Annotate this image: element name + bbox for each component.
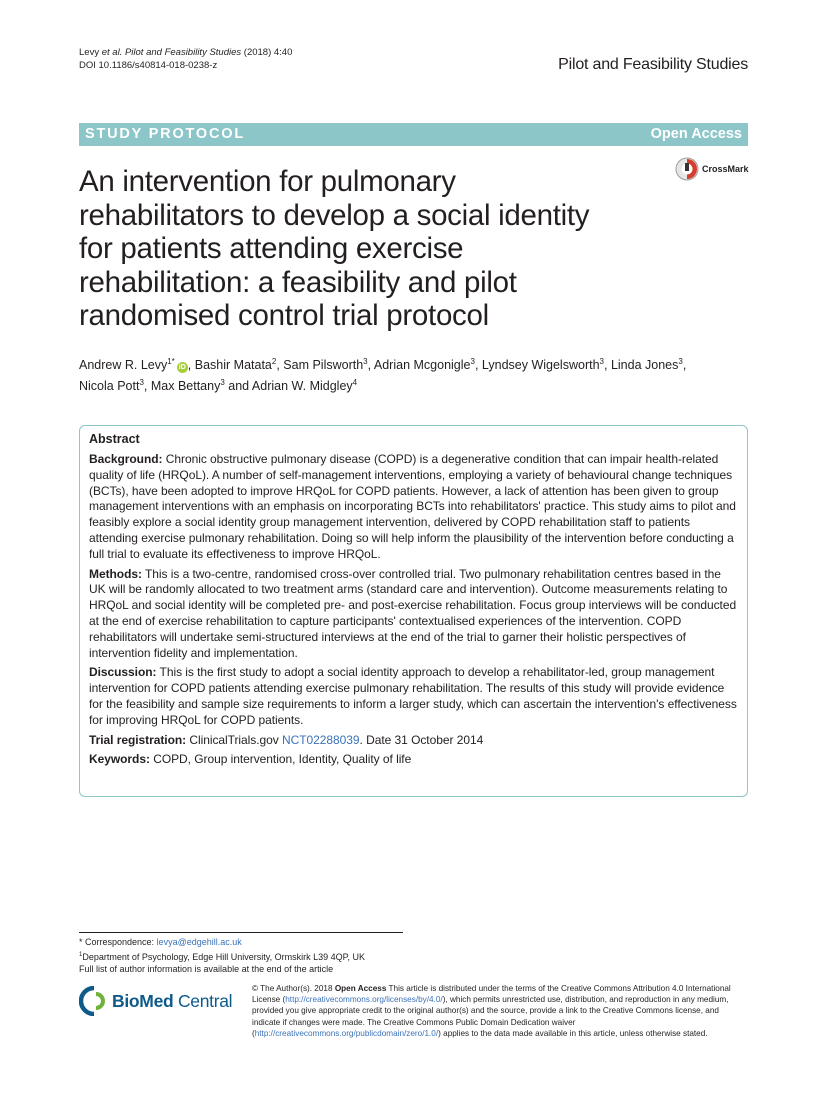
crossmark-icon xyxy=(675,157,699,181)
copyright: © The Author(s). 2018 xyxy=(252,984,333,993)
article-type-label: STUDY PROTOCOL xyxy=(85,126,246,142)
abstract-trial-registration xyxy=(89,733,738,749)
journal-name: Pilot and Feasibility Studies xyxy=(558,56,748,73)
author-name[interactable]: Andrew R. Levy xyxy=(79,358,168,372)
author-affiliation: 4 xyxy=(352,377,358,387)
author-name[interactable]: Bashir Matata xyxy=(194,358,272,372)
section-label: Trial registration: xyxy=(89,732,187,747)
correspondence-label: * Correspondence: xyxy=(79,937,155,947)
footnote-divider xyxy=(79,932,403,933)
citation-line xyxy=(79,46,292,59)
section-label: Background: xyxy=(89,452,163,466)
title-line: An intervention for pulmonary xyxy=(79,165,456,198)
author-separator: , xyxy=(187,358,195,372)
publisher-name-regular: Central xyxy=(173,990,233,1011)
author-name[interactable]: Lyndsey Wigelsworth xyxy=(481,358,600,372)
publisher-name xyxy=(112,991,232,1012)
abstract-background xyxy=(89,452,738,563)
author-separator: and xyxy=(224,379,252,393)
article-title xyxy=(79,165,659,333)
doi: DOI 10.1186/s40814-018-0238-z xyxy=(79,60,218,71)
abstract-discussion xyxy=(89,665,738,728)
author-affiliation: 3 xyxy=(678,356,683,366)
author-info-note: Full list of author information is available at the end of the article xyxy=(79,964,334,974)
citation-author: Levy xyxy=(79,47,100,58)
section-text: This is a two-centre, randomised cross-over controlled trial. Two pulmonary rehabilitation centres based in the UK will be randomly allocated to two treatment arms (standard care and intervention). Outcome measurements relating to HRQoL and social identity will be completed pre- and post-exercise rehabilitation. Focus group interviews will be conducted at the end of exercise rehabilitation to capture participants' contextualised experiences of the intervention. COPD rehabilitators will undertake semi-structured interviews at the end of the trial to garner their holistic perspectives of intervention fidelity and implementation. xyxy=(89,566,737,660)
author-affiliation: 2 xyxy=(271,356,277,366)
crossmark-badge[interactable] xyxy=(675,157,749,181)
crossmark-label: CrossMark xyxy=(702,164,749,174)
title-line: for patients attending exercise xyxy=(79,232,464,265)
footnotes xyxy=(79,936,365,976)
title-line: rehabilitators to develop a social identity xyxy=(79,198,590,232)
article-type-band xyxy=(79,123,748,146)
affiliation-line xyxy=(79,949,365,964)
author-name[interactable]: Sam Pilsworth xyxy=(283,358,364,372)
license-link[interactable]: http://creativecommons.org/licenses/by/4.0/ xyxy=(285,995,443,1005)
orcid-icon[interactable]: iD xyxy=(178,364,186,371)
abstract-keywords xyxy=(89,752,738,768)
open-access-bold: Open Access xyxy=(334,984,387,993)
section-text: Chronic obstructive pulmonary disease (COPD) is a degenerative condition that can impair health-related quality of life (HRQoL). A number of self-management interventions, employing a variety of behavioural change techniques (BCTs), have been adopted to improve HRQoL for COPD patients. However, a lack of attention has been given to group management interventions with an emphasis on incorporating BCTs into rehabilitators' practice. This study aims to pilot and feasibly explore a social identity group management intervention, delivered by COPD rehabilitation staff to patients attending exercise pulmonary rehabilitation. Doing so will help inform the plausibility of the intervention before conducting a full trial to evaluate its effectiveness to improve HRQoL. xyxy=(89,452,736,561)
section-text: This is the first study to adopt a social identity approach to develop a rehabilitator-led, group management intervention for COPD patients attending exercise pulmonary rehabilitation. The results of this study will provide evidence for the feasibility and sample size requirements to inform a larger study, which can ascertain the intervention's effectiveness for improving HRQoL for COPD patients. xyxy=(89,665,737,727)
author-separator: , xyxy=(682,358,687,372)
author-affiliation: 3 xyxy=(599,356,604,366)
author-separator: , xyxy=(603,358,611,372)
title-line: randomised control trial protocol xyxy=(79,299,489,332)
author-affiliation: 3 xyxy=(139,377,144,387)
abstract-box xyxy=(79,425,748,797)
author-separator: , xyxy=(276,358,284,372)
citation-header xyxy=(79,46,292,72)
author-separator: , xyxy=(143,379,151,393)
author-name[interactable]: Adrian Mcgonigle xyxy=(373,358,471,372)
author-affiliation: 3 xyxy=(470,356,475,366)
biomed-central-icon xyxy=(79,986,109,1016)
citation-journal: Pilot and Feasibility Studies xyxy=(124,47,242,58)
open-access-label[interactable]: Open Access xyxy=(650,126,742,142)
affiliation-number: 1 xyxy=(79,951,83,958)
author-separator: , xyxy=(474,358,482,372)
author-affiliation: 1* xyxy=(167,356,175,366)
section-text: COPD, Group intervention, Identity, Quality of life xyxy=(153,752,412,767)
abstract-heading: Abstract xyxy=(89,432,140,446)
title-line: rehabilitation: a feasibility and pilot xyxy=(79,265,517,299)
section-label: Methods: xyxy=(89,566,142,581)
section-label: Discussion: xyxy=(89,665,157,680)
section-text: . Date 31 October 2014 xyxy=(359,732,484,747)
affiliation-text: Department of Psychology, Edge Hill University, Ormskirk L39 4QP, UK xyxy=(82,951,365,962)
license-part: ) applies to the data made available in this article, unless otherwise stated. xyxy=(438,1028,708,1038)
publisher-logo[interactable] xyxy=(79,986,232,1016)
section-label: Keywords: xyxy=(89,752,150,767)
author-name[interactable]: Nicola Pott xyxy=(79,379,140,393)
author-affiliation: 3 xyxy=(363,356,368,366)
author-name[interactable]: Adrian W. Midgley xyxy=(251,379,353,393)
author-name[interactable]: Linda Jones xyxy=(610,358,679,372)
section-text: ClinicalTrials.gov xyxy=(189,732,279,747)
license-part: ), which permits unrestricted use, distribution, and reproduction in any medium, provided you give appropriate credit to the original author(s) and the source, provide a link to the Creative Commons license, and indicate if changes were made. The Creative Commons Public Domain Dedication waiver ( xyxy=(252,995,729,1038)
author-name[interactable]: Max Bettany xyxy=(150,379,221,393)
trial-id-link[interactable]: NCT02288039 xyxy=(282,732,360,747)
citation-et-al: et al. xyxy=(101,47,123,58)
email-link[interactable]: levya@edgehill.ac.uk xyxy=(156,937,242,947)
author-affiliation: 3 xyxy=(220,377,225,387)
license-part: This article is distributed under the terms of the Creative Commons Attribution 4.0 International License ( xyxy=(252,984,731,1005)
publisher-name-bold: BioMed xyxy=(112,990,174,1011)
correspondence-line xyxy=(79,936,365,949)
waiver-link[interactable]: http://creativecommons.org/publicdomain/zero/1.0/ xyxy=(254,1028,439,1038)
license-text xyxy=(252,983,748,1039)
citation-year-volume: (2018) 4:40 xyxy=(243,47,293,58)
abstract-methods xyxy=(89,567,738,662)
author-separator: , xyxy=(367,358,374,372)
author-list xyxy=(79,355,749,397)
